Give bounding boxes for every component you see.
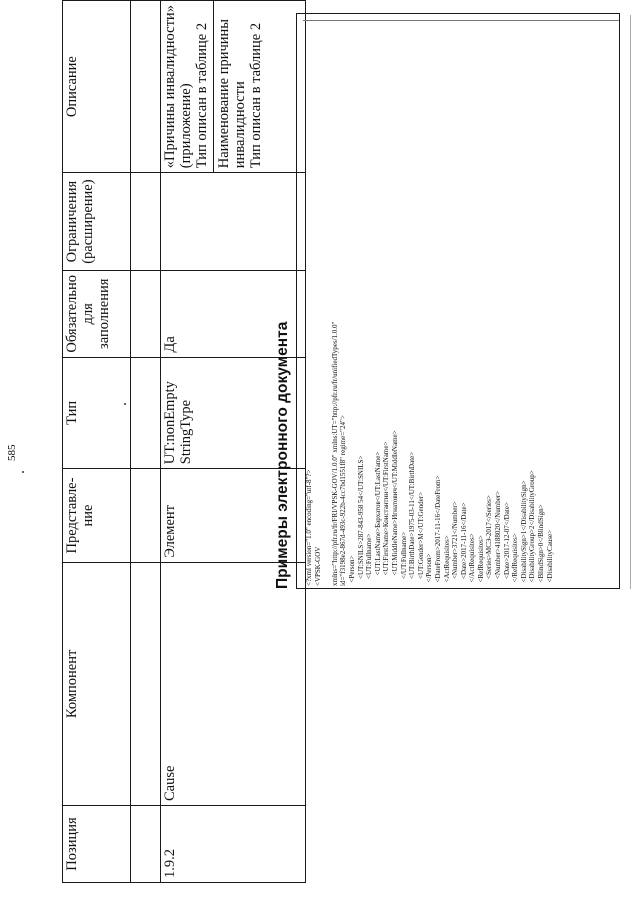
section-title: Примеры электронного документа [274, 321, 291, 589]
table-cell [131, 469, 161, 563]
header-position: Позиция [63, 806, 131, 883]
xml-example-frame [296, 13, 620, 589]
cell-position: 1.9.2 [161, 806, 306, 883]
header-required-line-1: Обязательно [64, 275, 80, 353]
header-required-line-3: заполнения [96, 278, 113, 349]
table-cell [131, 1, 161, 173]
table-cell [131, 173, 161, 271]
xml-example-code: <?xml version="1.0" encoding="utf-8"?> <VPSK-GOV xmlns="http://pfr.ru/fr/FRI/VPSK-GOV/1.0.0" xmlns:UT="http://pfr.ru/fr/unifiedTypes/1.0.0" id="f3198e2-867d-493c-922b-4cc7bd1551f8" regime="24"> <Person> <UT:SNILS>287-843-958 54</UT:SNILS> <UT:Fullname> <UT:LastName>Бархатов</UT:LastName> <UT:FirstName>Константин</UT:FirstName> <UT:MiddleName>Игнатович</UT:MiddleName> </UT:Fullname> <UT:BirthDate>1975-03-11</UT:BirthDate> <UT:Gender>М</UT:Gender> </Person> <DateFrom>2017-11-16</DateFrom> <ActRequisites> <Number>3721</Number> <Date>2017-11-16</Date> </ActRequisites> <RefRequisites> <Series>МСЭ-2017</Series> <Number>4188020</Number> <Date>2017-12-07</Date> </RefRequisites> <DisabilitySign>1</DisabilitySign> <DisabilityGroup>2</DisabilityGroup> <BlindSign>0</BlindSign> <DisabilityCause> [305, 321, 554, 586]
scan-speck [124, 403, 126, 405]
header-representation-line-1: Представле- [64, 477, 80, 554]
desc-top-line-1: «Причины инвалидности» [162, 5, 178, 169]
table-cell [131, 562, 161, 805]
scan-speck [22, 471, 24, 473]
desc-top-line-2: (приложение) [178, 83, 195, 169]
description-part-bottom [213, 1, 265, 172]
desc-top-line-3: Тип описан в таблице 2 [194, 22, 211, 169]
header-description: Описание [63, 1, 131, 173]
header-representation-line-2: ние [80, 504, 97, 527]
desc-bottom-line-1: Наименование причины [215, 18, 232, 169]
bottom-rule [630, 15, 631, 589]
header-type: Тип [63, 357, 131, 469]
table-cell [131, 357, 161, 469]
description-part-top [162, 5, 211, 168]
cell-type-line-1: UT:nonEmpty [162, 381, 178, 465]
cell-representation: Элемент [161, 469, 306, 563]
cell-required: Да [161, 271, 306, 358]
table-cell [131, 271, 161, 358]
desc-bottom-line-3: Тип описан в таблице 2 [248, 22, 265, 169]
cell-type-line-2: StringType [178, 399, 195, 465]
page-number: 585 [6, 444, 18, 461]
cell-component: Cause [161, 562, 306, 805]
header-limits-line-1: Ограничения [64, 180, 80, 263]
frame-inner-rule [303, 20, 619, 21]
desc-bottom-line-2: инвалидности [231, 81, 248, 169]
header-component: Компонент [63, 562, 131, 805]
header-limits-line-2: (расширение) [80, 179, 97, 264]
spec-table [62, 0, 306, 883]
table-row [131, 1, 161, 883]
table-cell [131, 806, 161, 883]
cell-description [161, 1, 306, 173]
header-required-line-2: для [80, 303, 97, 325]
table-header-row [63, 1, 131, 883]
header-limits [63, 173, 131, 271]
cell-limits [161, 173, 306, 271]
header-required [63, 271, 131, 358]
header-representation [63, 469, 131, 563]
